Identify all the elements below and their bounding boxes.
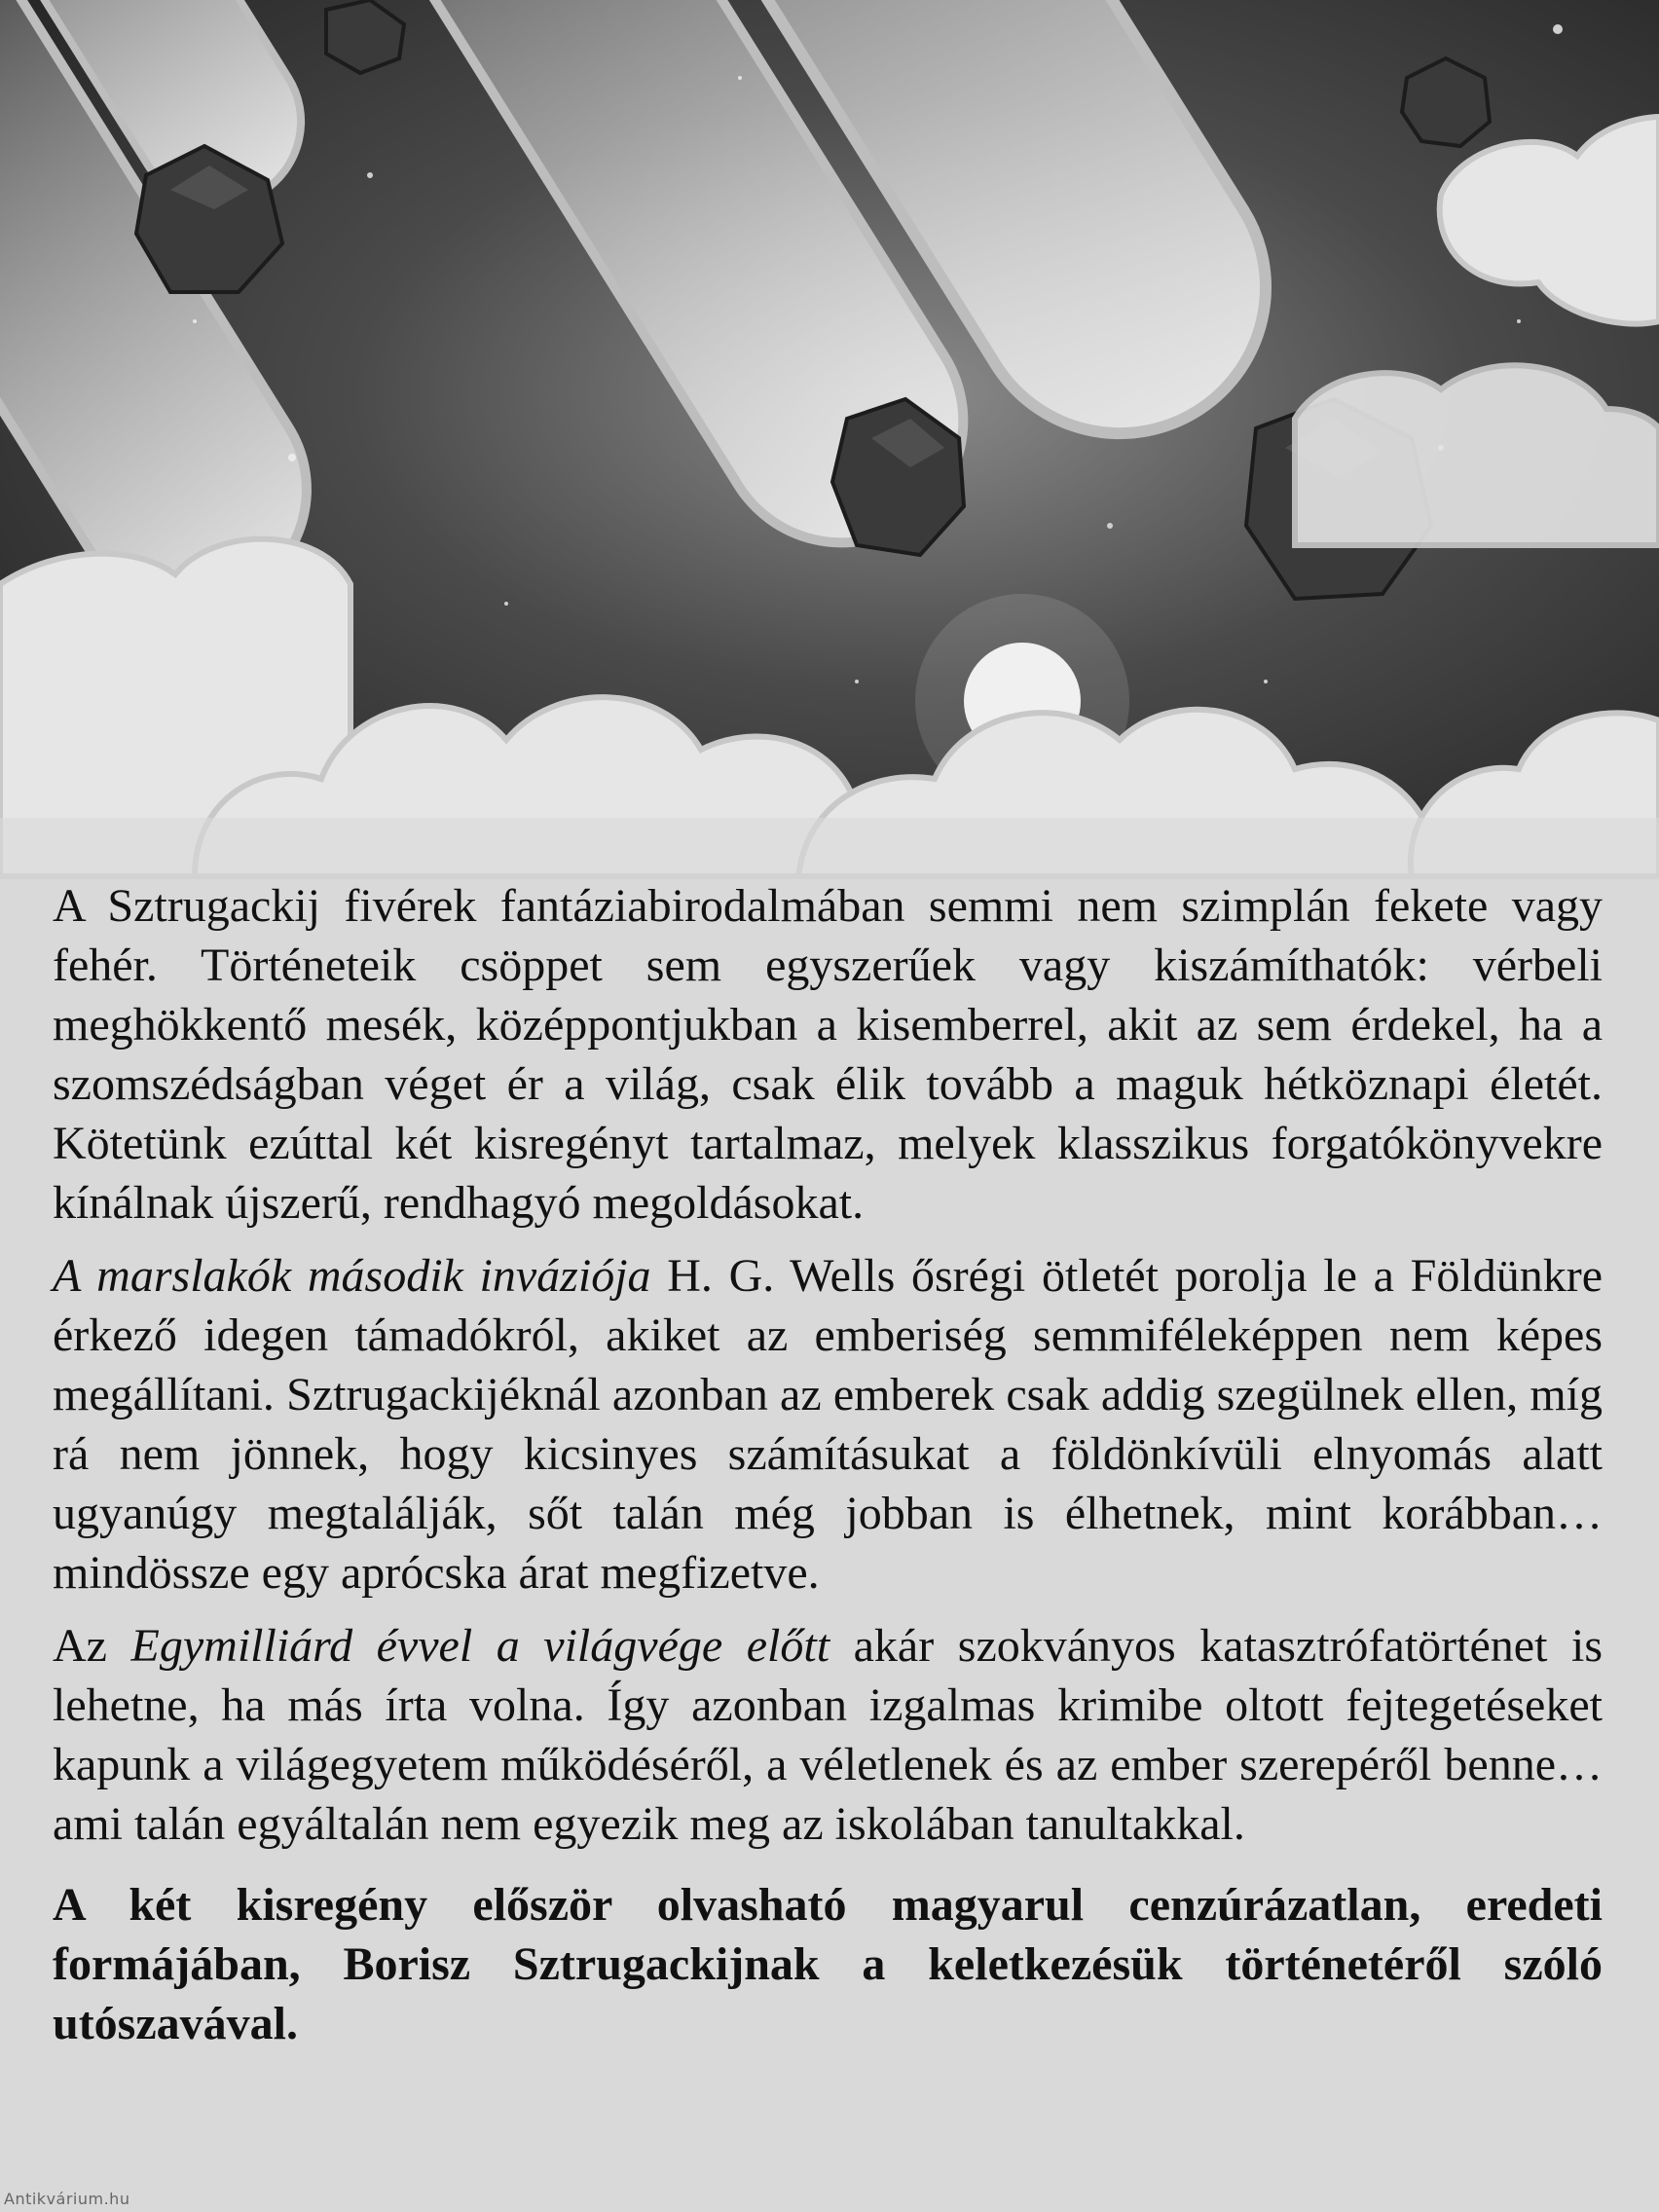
blurb-paragraph-2-text: H. G. Wells ősrégi ötletét porolja le a Földünkre érkező idegen támadókról, akiket az emberiség semmiféleképpen nem képes megállítani. Sztrugackijéknál azonban az emberek csak addig szegülnek ellen, míg rá nem jönnek, hogy kicsinyes számításukat a földönkívüli elnyomás alatt ugyanúgy megtalálják, sőt talán még jobban is élhetnek, mint korábban… mindössze egy aprócska árat megfizetve. — [53, 1250, 1603, 1599]
book-title-2: Egymilliárd évvel a világvége előtt — [130, 1620, 830, 1672]
watermark: Antikvárium.hu — [4, 2190, 130, 2208]
blurb-closing-statement: A két kisregény először olvasható magyarul cenzúrázatlan, eredeti formájában, Borisz Sztrugackijnak a keletkezésük történetéről szóló utószavával. — [53, 1879, 1603, 2049]
blurb-paragraph-2 — [53, 1246, 1603, 1603]
book-title-1: A marslakók második inváziója — [53, 1250, 651, 1302]
blurb-paragraph-1: A Sztrugackij fivérek fantáziabirodalmában semmi nem szimplán fekete vagy fehér. Történeteik csöppet sem egyszerűek vagy kiszámíthatók: vérbeli meghökkentő mesék, középpontjukban a kisemberrel, akit az sem érdekel, ha a szomszédságban véget ér a világ, csak élik tovább a maguk hétköznapi életét. Kötetünk ezúttal két kisregényt tartalmaz, melyek klasszikus forgatókönyvekre kínálnak újszerű, rendhagyó megoldásokat. — [53, 880, 1603, 1229]
blurb-paragraph-3-text: akár szokványos katasztrófatörténet is lehetne, ha más írta volna. Így azonban izgalmas krimibe oltott fejtegetéseket kapunk a világegyetem működéséről, a véletlenek és az ember szerepéről benne… ami talán egyáltalán nem egyezik meg az iskolában tanultakkal. — [53, 1620, 1604, 1850]
blurb-paragraph-3-prefix: Az — [53, 1620, 131, 1672]
blurb-paragraph-3 — [53, 1616, 1603, 1854]
back-cover-blurb — [53, 876, 1603, 2067]
